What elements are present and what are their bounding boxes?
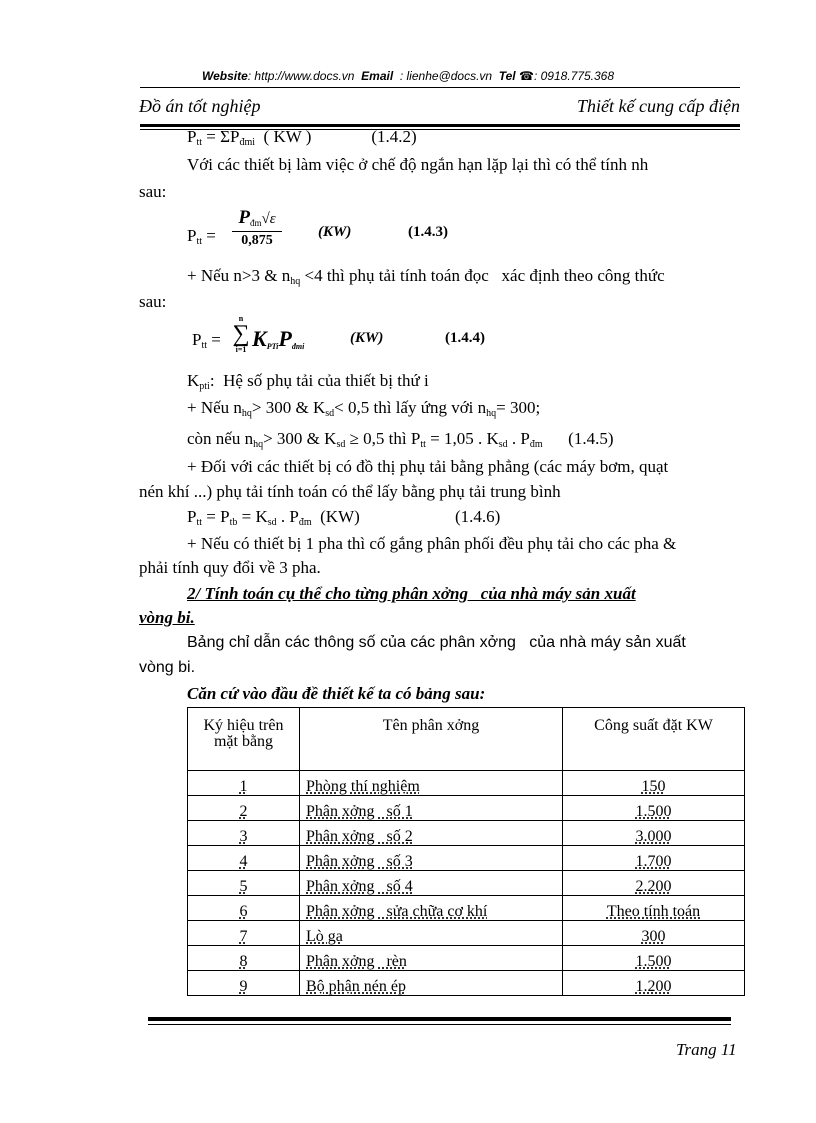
cell-name: Phòng thí nghiệm <box>300 771 563 796</box>
header-power: Công suất đặt KW <box>563 708 745 771</box>
equation-1-4-3-lhs: $P_{tt}$ = <box>187 226 216 247</box>
cell-symbol: 3 <box>188 821 300 846</box>
cell-symbol: 2 <box>188 796 300 821</box>
cell-power: 1.700 <box>563 846 745 871</box>
header-workshop-name: Tên phân xởng <box>300 708 563 771</box>
table-row <box>188 871 745 896</box>
table-caption: Căn cứ vào đầu đề thiết kế ta có bảng sau: <box>187 684 486 703</box>
equation-1-4-4-sum: n ∑ i=1 <box>232 314 250 354</box>
equation-1-4-3-number: (1.4.3) <box>408 224 448 240</box>
tel-value: : 0918.775.368 <box>533 69 615 83</box>
table-row <box>188 821 745 846</box>
cell-power: 3.000 <box>563 821 745 846</box>
equation-1-4-3-unit: (KW) <box>318 224 352 240</box>
cell-name: Phân xởng sửa chữa cơ khí <box>300 896 563 921</box>
cell-power: Theo tính toán <box>563 896 745 921</box>
footer-thick-rule <box>148 1017 731 1021</box>
website-value: : http://www.docs.vn <box>247 69 355 83</box>
cell-name: Phân xởng số 3 <box>300 846 563 871</box>
website-header <box>0 69 816 83</box>
equation-1-4-6-number: (1.4.6) <box>455 507 501 526</box>
section-heading-line2: vòng bi. <box>139 608 195 627</box>
cell-name: Lò ga <box>300 921 563 946</box>
condition-line-a: + Nếu $n_{hq}> 300$ & $K_{sd}< 0,5$ thì lấy ứng với $n_{hq}= 300$; <box>187 398 541 419</box>
workshop-table <box>187 707 745 996</box>
cell-name: Phân xởng số 2 <box>300 821 563 846</box>
paragraph-flat-load-line2: nén khí ...) phụ tải tính toán có thể lấy bằng phụ tải trung bình <box>139 482 561 501</box>
table-row <box>188 971 745 996</box>
cell-symbol: 9 <box>188 971 300 996</box>
cell-power: 300 <box>563 921 745 946</box>
paragraph-n-greater-3-line2: sau: <box>139 292 167 311</box>
paragraph-one-phase-line2: phải tính quy đổi về 3 pha. <box>139 558 321 577</box>
equation-1-4-2: $P_{tt} = \Sigma P_{đmi}$ ( KW ) (1.4.2) <box>187 127 417 148</box>
cell-power: 150 <box>563 771 745 796</box>
equation-1-4-3-fraction: $P_{đm}√\varepsilon$ 0,875 <box>229 207 285 249</box>
table-row <box>188 771 745 796</box>
tel-label: Tel <box>498 69 516 83</box>
paragraph-table-intro-line2: vòng bi. <box>139 659 196 676</box>
cell-power: 1.200 <box>563 971 745 996</box>
footer-thin-rule <box>148 1024 731 1025</box>
email-label: Email <box>361 69 394 83</box>
cell-name: Phân xởng rèn <box>300 946 563 971</box>
cell-power: 1.500 <box>563 796 745 821</box>
table-row <box>188 896 745 921</box>
condition-line-b: còn nếu $n_{hq}> 300$ & $K_{sd} \ge 0,5$ thì $P_{tt} = 1,05$ . $K_{sd}$ . $P_{đm}$ (1.4.5) <box>187 429 614 450</box>
equation-1-4-4-terms: $K_{PTi}P_{đmi}$ <box>252 326 305 351</box>
cell-symbol: 7 <box>188 921 300 946</box>
cell-name: Bộ phận nén ép <box>300 971 563 996</box>
page-number: Trang 11 <box>676 1040 737 1059</box>
paragraph-flat-load-line1: + Đối với các thiết bị có đồ thị phụ tải bằng phẳng (các máy bơm, quạt <box>187 457 669 476</box>
kpti-definition: $K_{pti}$: Hệ số phụ tải của thiết bị thứ i <box>187 371 429 392</box>
email-value: : lienhe@docs.vn <box>399 69 493 83</box>
table-row <box>188 946 745 971</box>
cell-symbol: 5 <box>188 871 300 896</box>
cell-symbol: 1 <box>188 771 300 796</box>
paragraph-one-phase-line1: + Nếu có thiết bị 1 pha thì cố gắng phân phối đều phụ tải cho các pha & <box>187 534 677 553</box>
website-label: Website <box>201 69 248 83</box>
paragraph-short-term-line1: Với các thiết bị làm việc ở chế độ ngắn hạn lặp lại thì có thể tính nh <box>187 155 649 174</box>
equation-1-4-4-lhs: $P_{tt}$ = <box>192 330 221 351</box>
header-right-title: Thiết kế cung cấp điện <box>577 96 740 116</box>
table-header-row <box>188 708 745 771</box>
cell-name: Phân xởng số 1 <box>300 796 563 821</box>
table-row <box>188 796 745 821</box>
section-heading-line1: 2/ Tính toán cụ thể cho từng phân xởng của nhà máy sản xuất <box>187 584 636 603</box>
cell-power: 1.500 <box>563 946 745 971</box>
table-row <box>188 846 745 871</box>
equation-1-4-4-unit: (KW) <box>350 330 384 346</box>
cell-symbol: 6 <box>188 896 300 921</box>
paragraph-short-term-line2: sau: <box>139 182 167 201</box>
cell-power: 2.200 <box>563 871 745 896</box>
cell-symbol: 8 <box>188 946 300 971</box>
equation-1-4-6: $P_{tt} = P_{tb} = K_{sd}$ . $P_{đm}$ (KW) <box>187 507 360 528</box>
header-symbol: Ký hiệu trên mặt bằng <box>188 708 300 771</box>
cell-symbol: 4 <box>188 846 300 871</box>
phone-icon: ☎ <box>519 69 534 83</box>
equation-1-4-4-number: (1.4.4) <box>445 330 485 346</box>
header-left-title: Đồ án tốt nghiệp <box>139 96 261 116</box>
cell-name: Phân xởng số 4 <box>300 871 563 896</box>
header-rule <box>140 87 740 88</box>
paragraph-table-intro-line1: Bảng chỉ dẫn các thông số của các phân xởng của nhà máy sản xuất <box>187 634 686 651</box>
paragraph-n-greater-3-line1: + Nếu n>3 & $n_{hq} <4$ thì phụ tải tính toán đọc xác định theo công thức <box>187 266 665 287</box>
table-row <box>188 921 745 946</box>
